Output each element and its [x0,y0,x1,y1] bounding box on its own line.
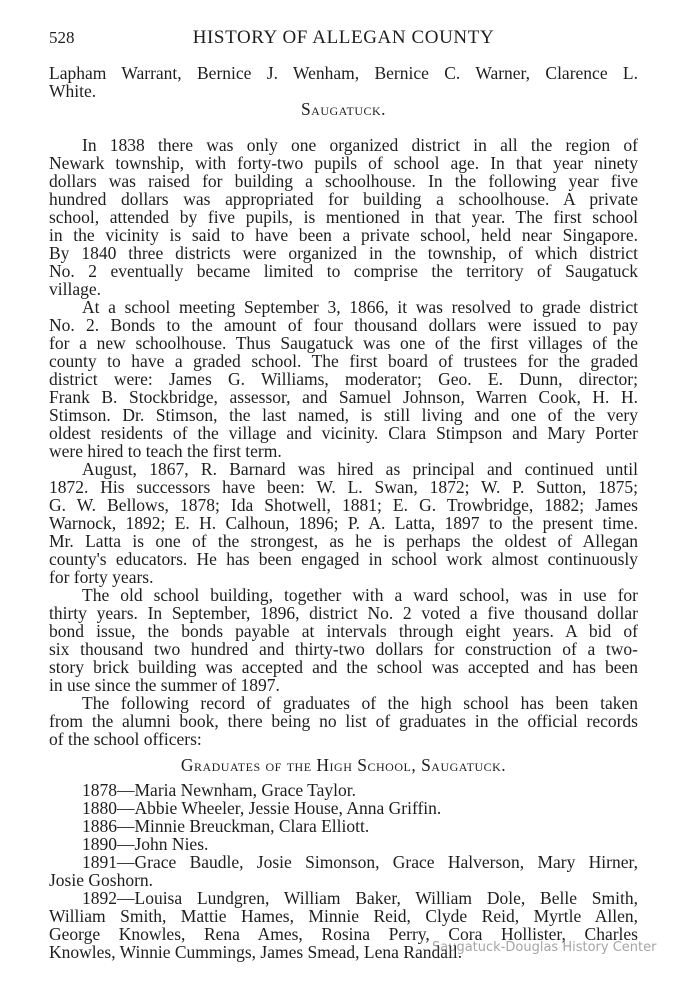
running-header [49,27,638,49]
text-line: Lapham Warrant, Bernice J. Wenham, Bernice C. Warner, Clarence L. [49,63,638,83]
text-line: The old school building, together with a ward school, was in use for [82,585,638,605]
text-line: in use since the summer of 1897. [49,675,280,695]
text-line: from the alumni book, there being no list of graduates in the official records [49,711,638,731]
text-line: 1886—Minnie Breuckman, Clara Elliott. [82,816,370,836]
paragraph [49,298,638,460]
text-line: At a school meeting September 3, 1866, it was resolved to grade district [82,297,638,317]
text-line: 1891—Grace Baudle, Josie Simonson, Grace Halverson, Mary Hirner, [82,852,638,872]
paragraph [49,817,638,835]
text-line: 1890—John Nies. [82,834,209,854]
paragraph [49,835,638,853]
text-line: bond issue, the bonds payable at intervals through eight years. A bid of [49,621,638,641]
text-line: William Smith, Mattie Hames, Minnie Reid, Clyde Reid, Myrtle Allen, [49,906,638,926]
text-line: Stimson. Dr. Stimson, the last named, is still living and one of the very [49,405,638,425]
text-line: for a new schoolhouse. Thus Saugatuck was one of the first villages of the [49,333,638,353]
text-line: in the vicinity is said to have been a private school, held near Singapore. [49,225,638,245]
paragraph [49,853,638,889]
text-line: district were: James G. Williams, moderator; Geo. E. Dunn, director; [49,369,638,389]
text-line: village. [49,279,101,299]
page-number: 528 [49,28,75,47]
paragraph [49,799,638,817]
text-line: George Knowles, Rena Ames, Rosina Perry, Cora Hollister, Charles [49,924,638,944]
text-line: of the school officers: [49,729,202,749]
text-line: G. W. Bellows, 1878; Ida Shotwell, 1881; E. G. Trowbridge, 1882; James [49,495,638,515]
paragraph [49,586,638,694]
heading-text: Saugatuck. [300,99,387,119]
text-line: for forty years. [49,567,154,587]
paragraph [49,781,638,799]
text-line: Frank B. Stockbridge, assessor, and Samuel Johnson, Warren Cook, H. H. [49,387,638,407]
running-title: HISTORY OF ALLEGAN COUNTY [192,27,495,48]
text-line: 1892—Louisa Lundgren, William Baker, William Dole, Belle Smith, [82,888,638,908]
text-line: White. [49,81,97,101]
text-line: hundred dollars was appropriated for building a schoolhouse. A private [49,189,638,209]
watermark: Saugatuck-Douglas History Center [432,940,657,955]
heading-text: Graduates of the High School, Saugatuck. [180,755,507,775]
text-line: story brick building was accepted and the school was accepted and has been [49,657,638,677]
paragraph [49,136,638,298]
section-heading [49,100,638,118]
text-line: school, attended by five pupils, is mentioned in that year. The first school [49,207,638,227]
text-line: Knowles, Winnie Cummings, James Smead, Lena Randall. [49,942,463,962]
text-line: were hired to teach the first term. [49,441,282,461]
text-line: county to have a graded school. The first board of trustees for the graded [49,351,638,371]
text-line: Newark township, with forty-two pupils of school age. In that year ninety [49,153,638,173]
text-line: In 1838 there was only one organized district in all the region of [82,135,638,155]
text-line: Mr. Latta is one of the strongest, as he is perhaps the oldest of Allegan [49,531,638,551]
paragraph [49,460,638,586]
document-body [49,64,638,961]
text-line: No. 2. Bonds to the amount of four thousand dollars were issued to pay [49,315,638,335]
text-line: dollars was raised for building a schoolhouse. In the following year five [49,171,638,191]
text-line: Josie Goshorn. [49,870,154,890]
paragraph [49,694,638,748]
text-line: Warnock, 1892; E. H. Calhoun, 1896; P. A. Latta, 1897 to the present time. [49,513,638,533]
text-line: August, 1867, R. Barnard was hired as principal and continued until [82,459,638,479]
text-line: 1872. His successors have been: W. L. Swan, 1872; W. P. Sutton, 1875; [49,477,638,497]
text-line: By 1840 three districts were organized in the township, of which district [49,243,638,263]
section-heading [49,756,638,774]
text-line: county's educators. He has been engaged in school work almost continuously [49,549,638,569]
text-line: 1880—Abbie Wheeler, Jessie House, Anna Griffin. [82,798,442,818]
text-line: The following record of graduates of the high school has been taken [82,693,638,713]
paragraph [49,64,638,100]
text-line: thirty years. In September, 1896, district No. 2 voted a five thousand dollar [49,603,638,623]
text-line: six thousand two hundred and thirty-two dollars for construction of a two- [49,639,638,659]
text-line: 1878—Maria Newnham, Grace Taylor. [82,780,356,800]
text-line: oldest residents of the village and vicinity. Clara Stimpson and Mary Porter [49,423,638,443]
text-line: No. 2 eventually became limited to comprise the territory of Saugatuck [49,261,638,281]
